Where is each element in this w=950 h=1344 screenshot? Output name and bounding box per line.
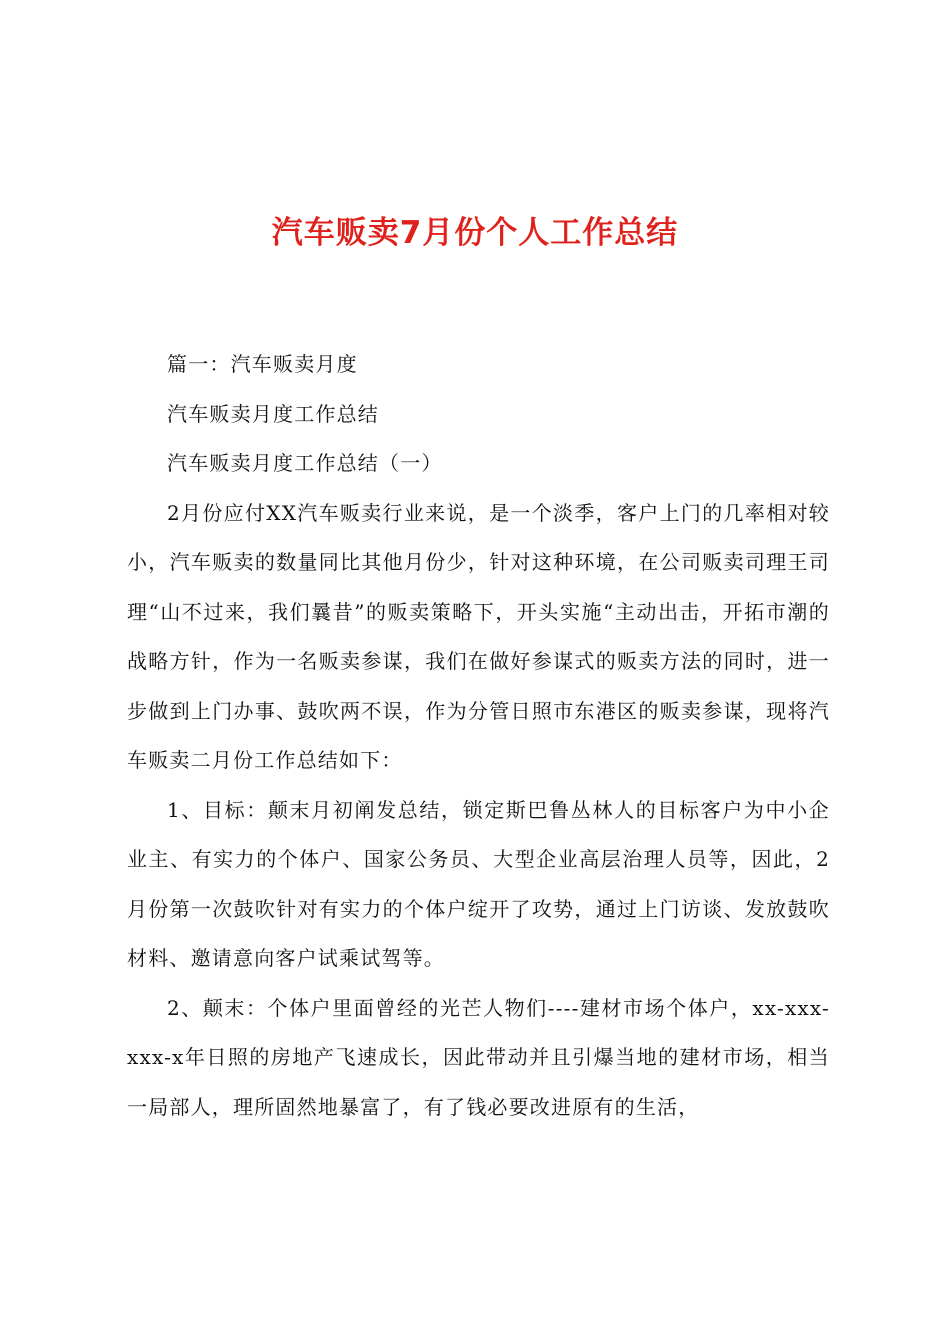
document-title: 汽车贩卖7月份个人工作总结 bbox=[271, 215, 679, 251]
paragraph: 汽车贩卖月度工作总结（一） bbox=[167, 451, 443, 475]
paragraph: 1、目标：颠末月初阐发总结，锁定斯巴鲁丛林人的目标客户为中小企业主、有实力的个体户、国家公务员、大型企业高层治理人员等，因此，2月份第一次鼓吹针对有实力的个体户绽开了攻势，通过上门访谈、发放鼓吹材料、邀请意向客户试乘试驾等。 bbox=[127, 797, 830, 970]
paragraph: 篇一：汽车贩卖月度 bbox=[167, 352, 358, 376]
document-body bbox=[127, 340, 830, 1132]
paragraph: 2月份应付XX汽车贩卖行业来说，是一个淡季，客户上门的几率相对较小，汽车贩卖的数量同比其他月份少，针对这种环境，在公司贩卖司理王司理“山不过来，我们曩昔”的贩卖策略下，开头实施“主动出击，开拓市潮的战略方针，作为一名贩卖参谋，我们在做好参谋式的贩卖方法的同时，进一步做到上门办事、鼓吹两不误，作为分管日照市东港区的贩卖参谋，现将汽车贩卖二月份工作总结如下： bbox=[127, 500, 830, 772]
paragraph: 汽车贩卖月度工作总结 bbox=[167, 401, 379, 426]
paragraph: 2、颠末：个体户里面曾经的光芒人物们----建材市场个体户，xx-xxx-xxx-x年日照的房地产飞速成长，因此带动并且引爆当地的建材市场，相当一局部人，理所固然地暴富了，有了钱必要改进原有的生活， bbox=[127, 995, 830, 1119]
